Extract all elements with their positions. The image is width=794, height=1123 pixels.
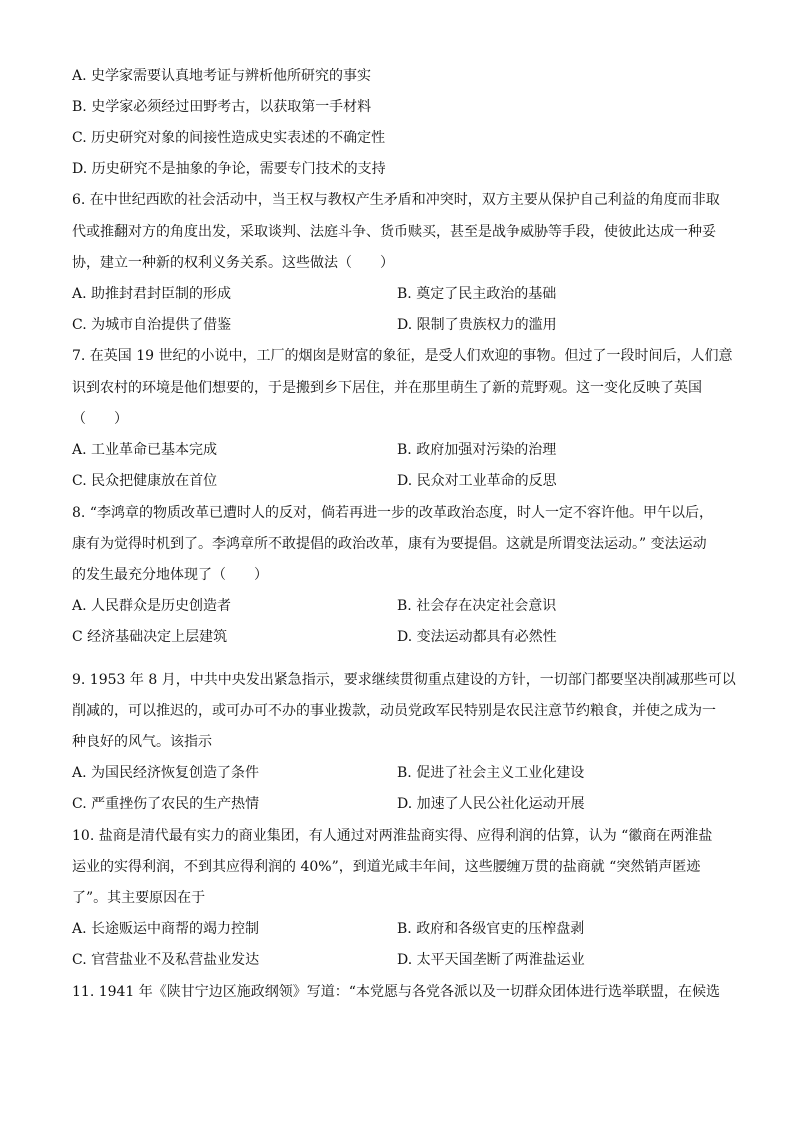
q10-options-row-2: [72, 950, 732, 970]
q6-options-row-1: [72, 284, 732, 304]
q7-options-row-1: [72, 440, 732, 460]
q9-stem-line-1: 9. 1953 年 8 月，中共中央发出紧急指示，要求继续贯彻重点建设的方针，一切部门都要坚决削减那些可以: [72, 672, 736, 688]
q10-stem-line-2: 运业的实得利润，不到其应得利润的 40%”，到道光咸丰年间，这些腰缠万贯的盐商就 “突然销声匿迹: [72, 859, 701, 875]
q8-option-c: C 经济基础决定上层建筑: [72, 629, 228, 645]
q10-option-d: D. 太平天国垄断了两淮盐运业: [397, 952, 585, 968]
q7-option-d: D. 民众对工业革命的反思: [397, 473, 557, 489]
q9-option-c: C. 严重挫伤了农民的生产热情: [72, 796, 260, 812]
q11-stem-line-1: 11. 1941 年《陕甘宁边区施政纲领》写道：“本党愿与各党各派以及一切群众团体进行选举联盟，在候选: [72, 984, 720, 1000]
q10-option-c: C. 官营盐业不及私营盐业发达: [72, 952, 260, 968]
q8-stem-line-1: 8. “李鸿章的物质改革已遭时人的反对，倘若再进一步的改革政治态度，时人一定不容许他。甲午以后，: [72, 505, 713, 521]
q9-option-a: A. 为国民经济恢复创造了条件: [72, 765, 260, 781]
q8-stem-line-3: 的发生最充分地体现了（ ）: [72, 567, 268, 583]
q7-options-row-2: [72, 471, 732, 491]
q10-option-b: B. 政府和各级官吏的压榨盘剥: [397, 921, 585, 937]
q7-option-c: C. 民众把健康放在首位: [72, 473, 218, 489]
q6-option-d: D. 限制了贵族权力的滥用: [397, 317, 557, 333]
q9-option-d: D. 加速了人民公社化运动开展: [397, 796, 585, 812]
q5-option-a: A. 史学家需要认真地考证与辨析他所研究的事实: [72, 68, 372, 84]
q7-option-b: B. 政府加强对污染的治理: [397, 442, 557, 458]
q7-option-a: A. 工业革命已基本完成: [72, 442, 218, 458]
q6-stem-line-1: 6. 在中世纪西欧的社会活动中，当王权与教权产生矛盾和冲突时，双方主要从保护自己利益的角度而非取: [72, 192, 720, 208]
q8-options-row-1: [72, 596, 732, 616]
q6-stem-line-2: 代或推翻对方的角度出发，采取谈判、法庭斗争、货币赎买，甚至是战争威胁等手段，使彼此达成一种妥: [72, 224, 716, 240]
q6-option-a: A. 助推封君封臣制的形成: [72, 286, 232, 302]
q5-option-c: C. 历史研究对象的间接性造成史实表述的不确定性: [72, 130, 386, 146]
q7-stem-line-1: 7. 在英国 19 世纪的小说中，工厂的烟囱是财富的象征，是受人们欢迎的事物。但过了一段时间后，人们意: [72, 348, 733, 364]
q6-option-b: B. 奠定了民主政治的基础: [397, 286, 557, 302]
q5-option-d: D. 历史研究不是抽象的争论，需要专门技术的支持: [72, 161, 386, 177]
q8-option-d: D. 变法运动都具有必然性: [397, 629, 557, 645]
q7-stem-line-3: （ ）: [72, 411, 128, 427]
q10-options-row-1: [72, 919, 732, 939]
q9-option-b: B. 促进了社会主义工业化建设: [397, 765, 585, 781]
q8-stem-line-2: 康有为觉得时机到了。李鸿章所不敢提倡的政治改革，康有为要提倡。这就是所谓变法运动。” 变法运动: [72, 536, 707, 552]
q8-option-b: B. 社会存在决定社会意识: [397, 598, 557, 614]
q6-stem-line-3: 协，建立一种新的权利义务关系。这些做法（ ）: [72, 255, 394, 271]
q6-option-c: C. 为城市自治提供了借鉴: [72, 317, 232, 333]
q10-stem-line-3: 了”。其主要原因在于: [72, 890, 206, 906]
q9-stem-line-2: 削减的，可以推迟的，或可办可不办的事业拨款，动员党政军民特别是农民注意节约粮食，并使之成为一: [72, 703, 716, 719]
q8-option-a: A. 人民群众是历史创造者: [72, 598, 232, 614]
q9-options-row-2: [72, 794, 732, 814]
q5-option-b: B. 史学家必须经过田野考古，以获取第一手材料: [72, 99, 372, 115]
q10-stem-line-1: 10. 盐商是清代最有实力的商业集团，有人通过对两淮盐商实得、应得利润的估算，认为 “徽商在两淮盐: [72, 828, 713, 844]
q7-stem-line-2: 识到农村的环境是他们想要的，于是搬到乡下居住，并在那里萌生了新的荒野观。这一变化反映了英国: [72, 380, 702, 396]
q9-stem-line-3: 种良好的风气。该指示: [72, 734, 212, 750]
q6-options-row-2: [72, 315, 732, 335]
q10-option-a: A. 长途贩运中商帮的竭力控制: [72, 921, 260, 937]
q8-options-row-2: [72, 627, 732, 647]
q9-options-row-1: [72, 763, 732, 783]
